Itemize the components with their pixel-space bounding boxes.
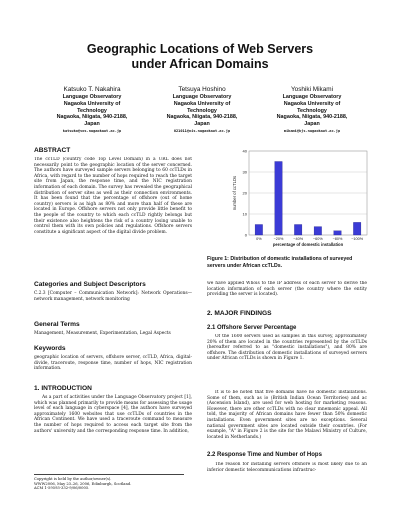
abstract-text: The ccTLD (country code Top Level Domain) in a URL does not necessarily point to the geographic location of the server concerned. The authors have surveyed sample servers belonging to 60 ccTLDs in Africa, with regard to the number of hops required to reach the target site from Japan, the response time, and the NIC registration information of each domain. The survey has revealed the geographical distribution of server sites as well as their connection environments. It has been found that the percentage of offshore (out of home country) servers is as high as 80% and more than half of these are located in Europe. Offshore servers not only provide little benefit to the people of the country to which each ccTLD rightly belongs but their existence also heightens the risk of a country losing unable to control them with its own policies and regulations. Offshore servers constitute a significant aspect of the digital divide problem. xyxy=(34,157,192,235)
conference-line: WWW2006, May 23–26, 2006, Edinburgh, Scotland. xyxy=(34,481,132,486)
author-address: Nagaoka, Niigata, 940-2188, xyxy=(276,114,348,121)
author-affiliation: Language Observatory xyxy=(172,94,232,100)
paper-title xyxy=(0,42,400,72)
keywords-section xyxy=(34,345,192,381)
author-country: Japan xyxy=(304,121,320,128)
copyright-notice xyxy=(34,474,184,491)
y-tick-label: 0 xyxy=(244,232,247,238)
x-axis-label: percentage of domestic installation xyxy=(272,242,344,247)
figure-1-chart xyxy=(231,147,371,251)
general-terms-heading: General Terms xyxy=(34,321,80,328)
introduction-heading: 1. INTRODUCTION xyxy=(34,385,92,392)
author-2 xyxy=(150,86,254,135)
copyright-line: Copyright is held by the author/owner(s). xyxy=(34,477,112,481)
general-terms-text: Management, Measurement, Experimentation, Legal Aspects xyxy=(34,331,171,336)
author-affiliation: Nagaoka University of xyxy=(173,100,231,107)
general-terms-section xyxy=(34,321,192,341)
author-email[interactable]: mikami@kjs.nagaokaut.ac.jp xyxy=(283,128,341,133)
author-block xyxy=(40,86,364,135)
x-tick-label: ~100% xyxy=(351,237,364,241)
author-name: Katsuko T. Nakahira xyxy=(63,86,121,93)
response-time-heading: 2.2 Response Time and Number of Hops xyxy=(207,452,322,458)
bar xyxy=(334,231,341,235)
categories-heading: Categories and Subject Descriptors xyxy=(34,281,146,288)
y-tick-label: 40 xyxy=(242,148,247,154)
x-tick-label: ~20% xyxy=(273,237,284,241)
author-name: Yoshiki Mikami xyxy=(290,86,334,93)
introduction-text: As a part of activities under the Language Observatory project [1], which was planned primarily to provide means for assessing the usage level of each language in cyberspace [4], the authors have surveyed approximately 1600 websites that use ccTLDs of countries in the African Continent. We have used a traceroute command to measure the number of hops required to access each target site from the authors' university and the corresponding response time. In addition, xyxy=(34,395,192,434)
author-affiliation: Language Observatory xyxy=(282,94,342,100)
author-country: Japan xyxy=(84,121,100,128)
author-country: Japan xyxy=(194,121,210,128)
author-affiliation: Language Observatory xyxy=(62,94,122,100)
title-line-2: under African Domains xyxy=(131,57,269,71)
introduction-section xyxy=(34,385,192,453)
y-tick-label: 20 xyxy=(242,190,247,196)
categories-text: C.2.3 [Computer – Communication Network]: Network Operations—network management, network monitoring xyxy=(34,291,192,302)
keywords-heading: Keywords xyxy=(34,345,66,352)
y-tick-label: 10 xyxy=(242,211,247,217)
author-affiliation: Nagaoka University of xyxy=(63,100,121,107)
author-email[interactable]: katsuko@vos.nagaokaut.ac.jp xyxy=(62,128,122,133)
offshore-percentage-text-1: Of the 1600 servers used as samples in this survey, approximately 20% of them are located in the countries represented by the ccTLDs (hereafter referred to as "domestic installations"), and 80% are offshore. The distribution of domestic installations of surveyed servers under African ccTLDs is shown in Figure 1. xyxy=(207,334,367,362)
y-tick-label: 30 xyxy=(242,169,247,175)
left-column xyxy=(34,147,192,453)
x-tick-label: ~80% xyxy=(332,237,343,241)
x-tick-label: 0% xyxy=(256,237,262,241)
author-address: Nagaoka, Niigata, 940-2188, xyxy=(166,114,238,121)
abstract-heading: ABSTRACT xyxy=(34,147,71,154)
categories-section xyxy=(34,281,192,317)
bar xyxy=(294,225,301,236)
y-axis-label: number of ccTLDs xyxy=(232,175,237,211)
response-time-text: The reason for installing servers offshore is most likely due to an inferior domestic telecommunications infrastruc- xyxy=(207,462,367,473)
offshore-percentage-heading: 2.1 Offshore Server Percentage xyxy=(207,325,297,331)
author-affiliation: Technology xyxy=(187,107,217,114)
bar xyxy=(314,227,321,235)
author-3 xyxy=(260,86,364,135)
offshore-percentage-text-2: It is to be noted that five domains have no domestic installations. Some of them, such as io (British Indian Ocean Territories) and ac (Ascension Island), are used for web hosting for marketing reasons. However, there are other ccTLDs with no clear mnemonic appeal. All told, the majority of African domains have fewer than 50% domestic installations. Even government sites are no exceptions. Several national government sites are located outside their countries. (For example, "A" in Figure 2 is the site for the Malawi Ministry of Culture, located in Netherlands.) xyxy=(207,390,367,440)
author-1 xyxy=(40,86,144,135)
author-name: Tetsuya Hoshino xyxy=(178,86,226,93)
acm-isbn-line: ACM 1-59593-332-9/06/0005. xyxy=(34,486,90,491)
x-tick-label: ~40% xyxy=(293,237,304,241)
x-tick-label: ~60% xyxy=(312,237,323,241)
author-affiliation: Technology xyxy=(77,107,107,114)
author-address: Nagaoka, Niigata, 940-2188, xyxy=(56,114,128,121)
figure-1-caption: Figure 1: Distribution of domestic installations of surveyed servers under African ccTLDs. xyxy=(207,256,353,269)
bar xyxy=(255,225,262,236)
major-findings-heading: 2. MAJOR FINDINGS xyxy=(207,310,272,317)
author-affiliation: Technology xyxy=(297,107,327,114)
author-email[interactable]: 021011@nis.nagaokaut.ac.jp xyxy=(173,128,231,133)
bar xyxy=(275,162,282,236)
author-affiliation: Nagaoka University of xyxy=(283,100,341,107)
introduction-continued-text: we have applied Whois to the IP address of each server to derive the location information of each server (the country where the entity providing the server is located). xyxy=(207,281,367,298)
title-line-1: Geographic Locations of Web Servers xyxy=(86,42,314,56)
bar xyxy=(353,222,360,235)
keywords-text: geographic location of servers, offshore server, ccTLD, Africa, digital-divide, traceroute, response time, number of hops, NIC registration information. xyxy=(34,355,192,372)
